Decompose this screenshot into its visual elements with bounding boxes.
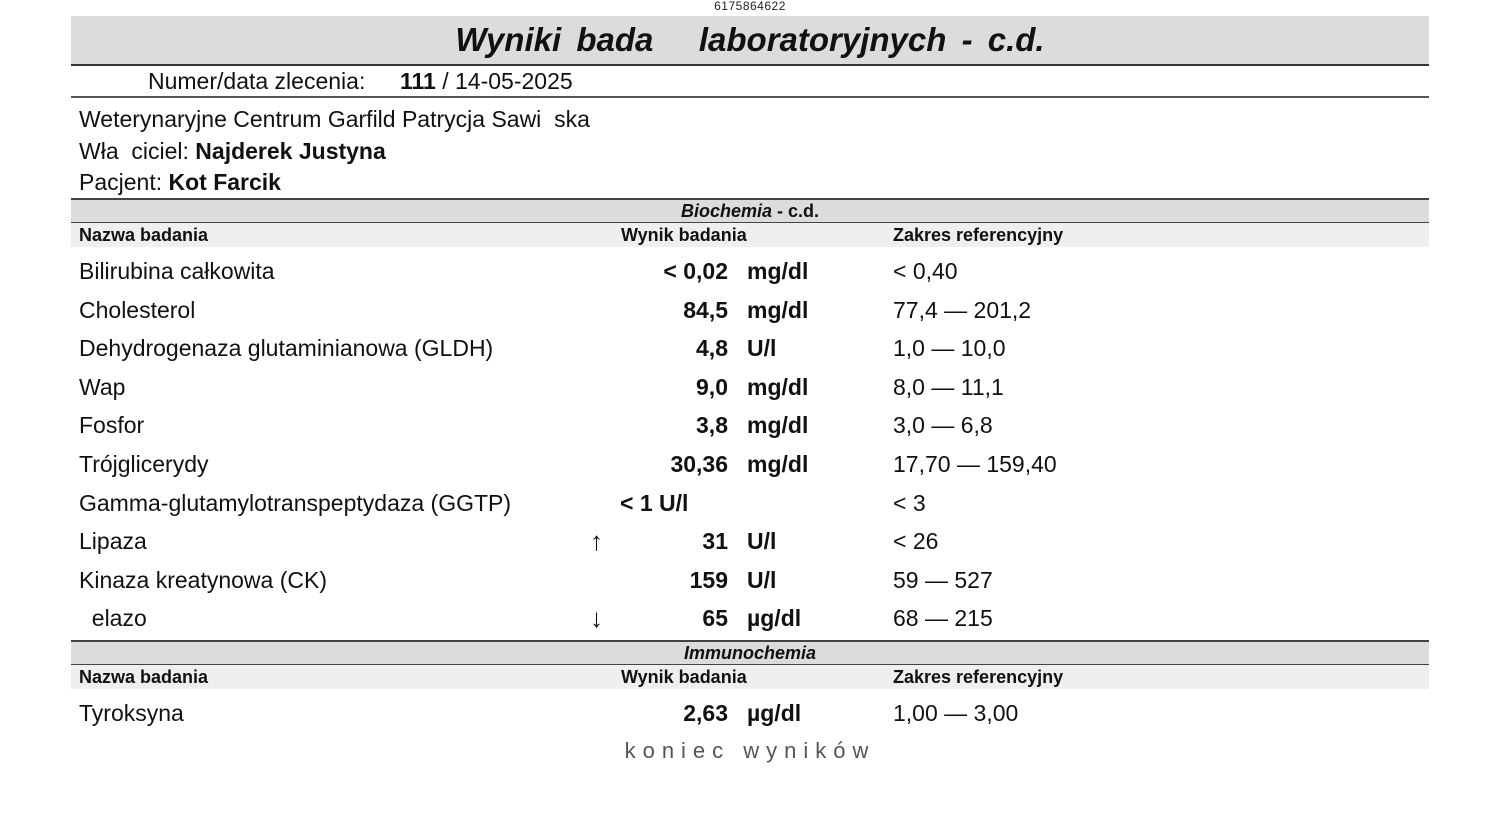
owner-label: Wła ciciel: (79, 138, 189, 164)
result-value: < 0,02 (663, 258, 728, 284)
result-value: 65 (702, 605, 728, 632)
column-header-range: Zakres referencyjny (893, 667, 1064, 687)
barcode-number: 6175864622 (714, 0, 786, 13)
test-name: Fosfor (79, 412, 145, 439)
clinic-name: Weterynaryjne Centrum Garfild Patrycja Sawi ska (79, 106, 590, 132)
patient-name: Kot Farcik (168, 169, 281, 195)
order-value (400, 66, 573, 96)
result-value: 3,8 (696, 412, 728, 439)
column-header-name: Nazwa badania (79, 225, 209, 245)
result-unit: mg/dl (747, 373, 809, 400)
result-unit: mg/dl (747, 296, 809, 323)
result-value: 9,0 (696, 373, 728, 400)
patient-line (79, 167, 281, 197)
section-title: Immunochemia (683, 643, 817, 663)
patient-label: Pacjent: (79, 169, 163, 195)
result-unit: U/l (747, 566, 777, 593)
section-header (71, 640, 1429, 666)
result-row (0, 445, 1500, 483)
order-date: 14-05-2025 (455, 68, 573, 94)
order-number: 111 (400, 68, 436, 94)
test-name: Cholesterol (79, 296, 196, 323)
result-value: 4,8 (696, 335, 728, 362)
column-headers (71, 665, 1429, 689)
result-unit: mg/dl (747, 451, 809, 477)
reference-range: < 0,40 (893, 258, 958, 284)
reference-range: 8,0 — 11,1 (893, 373, 1004, 400)
result-unit: mg/dl (747, 258, 809, 284)
column-header-name: Nazwa badania (79, 667, 209, 687)
owner-name: Najderek Justyna (195, 138, 386, 164)
order-line (71, 66, 1429, 98)
reference-range: 3,0 — 6,8 (893, 412, 993, 439)
result-row (0, 368, 1500, 406)
end-of-results: koniec wyników (624, 738, 876, 763)
result-unit: µg/dl (747, 700, 802, 726)
result-row (0, 291, 1500, 329)
result-value: 2,63 (683, 700, 728, 726)
reference-range: 59 — 527 (893, 566, 993, 593)
test-name: Wap (79, 373, 126, 400)
result-row (0, 561, 1500, 599)
test-name: Kinaza kreatynowa (CK) (79, 566, 327, 593)
reference-range: < 26 (893, 528, 939, 555)
owner-line (79, 136, 386, 166)
column-headers (71, 223, 1429, 247)
order-separator: / (435, 68, 456, 94)
reference-range: 17,70 — 159,40 (893, 451, 1057, 477)
document-title: Wyniki bada laboratoryjnych - c.d. (71, 16, 1429, 66)
test-name: Trójglicerydy (79, 451, 209, 477)
reference-range: 1,0 — 10,0 (893, 335, 1006, 362)
order-label: Numer/data zlecenia: (148, 68, 366, 94)
reference-range: < 3 (893, 489, 926, 516)
result-row (0, 694, 1500, 732)
column-header-result: Wynik badania (621, 225, 747, 245)
result-row (0, 522, 1500, 560)
result-unit: µg/dl (747, 605, 802, 632)
result-value: 31 (702, 528, 728, 555)
column-header-result: Wynik badania (621, 667, 747, 687)
test-name: Tyroksyna (79, 700, 184, 726)
test-name: Lipaza (79, 528, 147, 555)
result-row (0, 406, 1500, 444)
column-header-range: Zakres referencyjny (893, 225, 1064, 245)
result-value: 84,5 (683, 296, 728, 323)
reference-range: 68 — 215 (893, 605, 993, 632)
result-row (0, 329, 1500, 367)
result-unit: U/l (747, 335, 777, 362)
result-value: 30,36 (670, 451, 728, 477)
result-value: 159 (689, 566, 728, 593)
test-name: Gamma-glutamylotranspeptydaza (GGTP) (79, 489, 512, 516)
result-unit: mg/dl (747, 412, 809, 439)
test-name: Dehydrogenaza glutaminianowa (GLDH) (79, 335, 494, 362)
section-suffix: - c.d. (772, 201, 820, 221)
abnormal-flag: ↓ (590, 603, 603, 634)
result-row (0, 484, 1500, 522)
result-unit: U/l (747, 528, 777, 555)
result-row (0, 599, 1500, 637)
section-title: Biochemia (680, 201, 772, 221)
test-name: elazo (79, 605, 147, 632)
reference-range: 77,4 — 201,2 (893, 296, 1032, 323)
result-value: < 1 U/l (620, 489, 689, 516)
result-row (0, 252, 1500, 290)
reference-range: 1,00 — 3,00 (893, 700, 1019, 726)
abnormal-flag: ↑ (590, 526, 603, 557)
section-header (71, 198, 1429, 224)
test-name: Bilirubina całkowita (79, 258, 275, 284)
